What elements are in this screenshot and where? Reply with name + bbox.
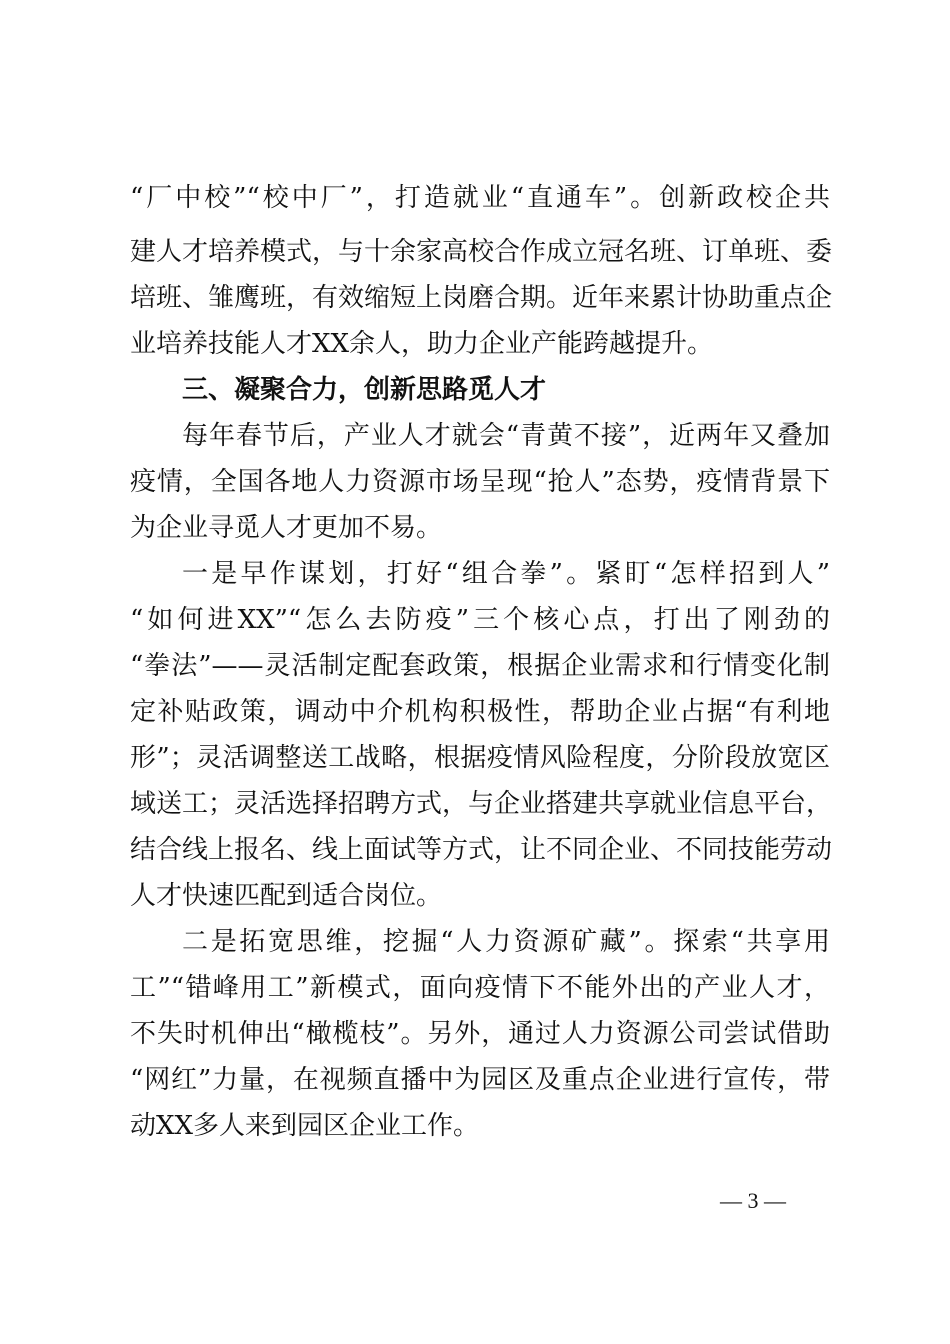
paragraph-2-line-2: 疫情，全国各地人力资源市场呈现“抢人”态势，疫情背景下 [130, 467, 830, 497]
paragraph-3-line-6: 域送工；灵活选择招聘方式，与企业搭建共享就业信息平台， [130, 789, 833, 819]
page-number: — 3 — [720, 1188, 786, 1213]
paragraph-3-line-1: 一是早作谋划，打好“组合拳”。紧盯“怎样招到人” [182, 559, 830, 589]
paragraph-2-line-3: 为企业寻觅人才更加不易。 [130, 513, 443, 543]
paragraph-1-line-1: “厂中校”“校中厂”，打造就业“直通车”。创新政校企共 [130, 183, 830, 213]
paragraph-3-line-8: 人才快速匹配到适合岗位。 [130, 881, 443, 911]
paragraph-3-line-7: 结合线上报名、线上面试等方式，让不同企业、不同技能劳动 [130, 835, 833, 865]
paragraph-3-line-3: “拳法”——灵活制定配套政策，根据企业需求和行情变化制 [130, 651, 830, 681]
paragraph-2-line-1: 每年春节后，产业人才就会“青黄不接”，近两年又叠加 [182, 421, 830, 451]
paragraph-1-line-2: 建人才培养模式，与十余家高校合作成立冠名班、订单班、委 [130, 237, 833, 267]
paragraph-3-line-5: 形”；灵活调整送工战略，根据疫情风险程度，分阶段放宽区 [130, 743, 830, 773]
paragraph-1-line-3: 培班、雏鹰班，有效缩短上岗磨合期。近年来累计协助重点企 [130, 283, 833, 313]
paragraph-1-line-4: 业培养技能人才XX余人，助力企业产能跨越提升。 [130, 329, 714, 359]
paragraph-4-line-5: 动XX多人来到园区企业工作。 [130, 1111, 480, 1141]
paragraph-4-line-4: “网红”力量，在视频直播中为园区及重点企业进行宣传，带 [130, 1065, 830, 1095]
paragraph-3-line-4: 定补贴政策，调动中介机构积极性，帮助企业占据“有利地 [130, 697, 830, 727]
paragraph-4-line-1: 二是拓宽思维，挖掘“人力资源矿藏”。探索“共享用 [182, 927, 830, 957]
paragraph-3-line-2: “如何进XX”“怎么去防疫”三个核心点，打出了刚劲的 [130, 605, 830, 635]
paragraph-4-line-3: 不失时机伸出“橄榄枝”。另外，通过人力资源公司尝试借助 [130, 1019, 830, 1049]
paragraph-4-line-2: 工”“错峰用工”新模式，面向疫情下不能外出的产业人才， [130, 973, 830, 1003]
section-heading-3: 三、凝聚合力，创新思路觅人才 [182, 375, 547, 405]
